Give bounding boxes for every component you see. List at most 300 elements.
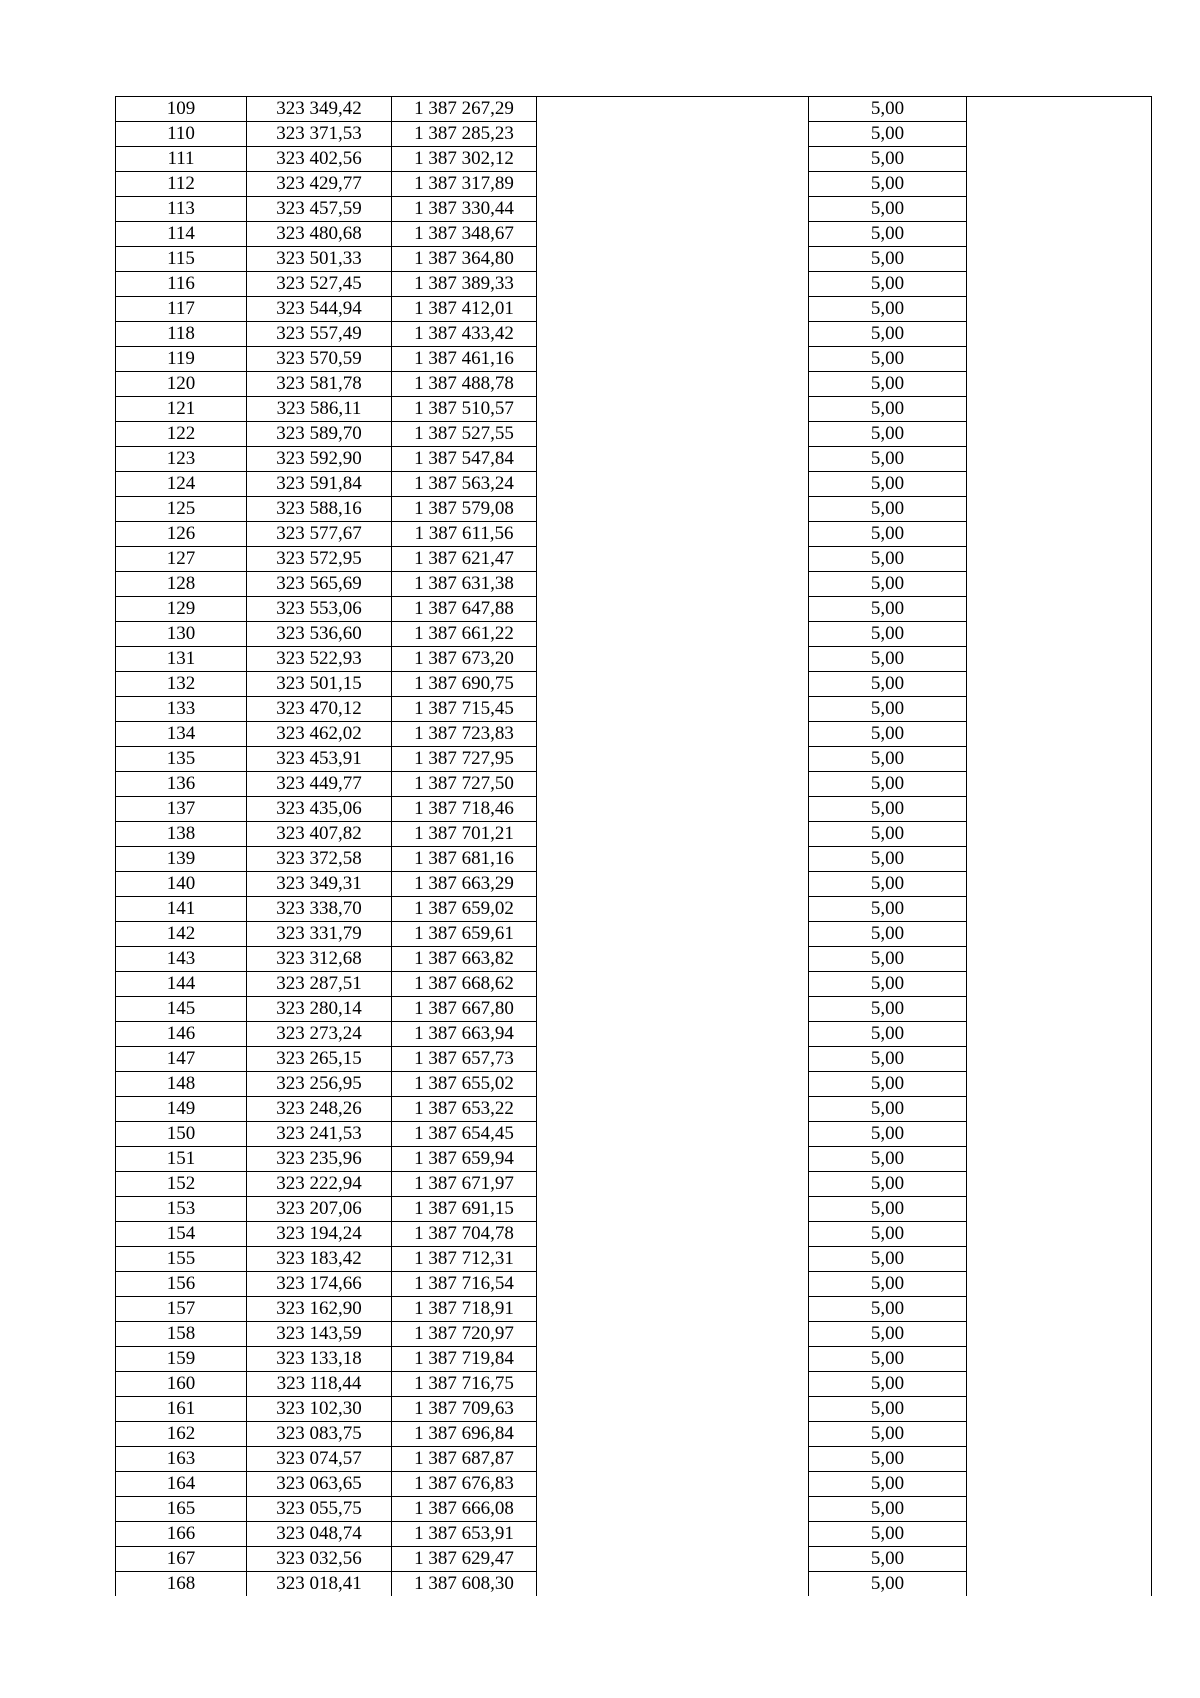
blank-cell (537, 422, 809, 447)
point-number-cell: 159 (116, 1347, 247, 1372)
blank-cell (967, 147, 1152, 172)
value-cell: 5,00 (809, 1497, 967, 1522)
table-row (116, 1072, 1152, 1097)
y-coordinate-cell: 1 387 690,75 (392, 672, 537, 697)
y-coordinate-cell: 1 387 653,22 (392, 1097, 537, 1122)
point-number-cell: 121 (116, 397, 247, 422)
blank-cell (967, 872, 1152, 897)
table-row (116, 147, 1152, 172)
blank-cell (967, 1247, 1152, 1272)
y-coordinate-cell: 1 387 691,15 (392, 1197, 537, 1222)
table-row (116, 1122, 1152, 1147)
table-row (116, 1272, 1152, 1297)
point-number-cell: 114 (116, 222, 247, 247)
blank-cell (537, 747, 809, 772)
blank-cell (967, 1572, 1152, 1597)
y-coordinate-cell: 1 387 715,45 (392, 697, 537, 722)
y-coordinate-cell: 1 387 727,95 (392, 747, 537, 772)
blank-cell (967, 572, 1152, 597)
x-coordinate-cell: 323 501,15 (247, 672, 392, 697)
table-row (116, 597, 1152, 622)
table-row (116, 197, 1152, 222)
value-cell: 5,00 (809, 572, 967, 597)
blank-cell (967, 1372, 1152, 1397)
point-number-cell: 150 (116, 1122, 247, 1147)
point-number-cell: 133 (116, 697, 247, 722)
blank-cell (537, 1222, 809, 1247)
value-cell: 5,00 (809, 1472, 967, 1497)
blank-cell (537, 922, 809, 947)
blank-cell (537, 872, 809, 897)
value-cell: 5,00 (809, 847, 967, 872)
blank-cell (967, 697, 1152, 722)
y-coordinate-cell: 1 387 696,84 (392, 1422, 537, 1447)
y-coordinate-cell: 1 387 527,55 (392, 422, 537, 447)
blank-cell (537, 347, 809, 372)
blank-cell (967, 222, 1152, 247)
table-row (116, 922, 1152, 947)
blank-cell (537, 447, 809, 472)
table-row (116, 772, 1152, 797)
point-number-cell: 165 (116, 1497, 247, 1522)
blank-cell (967, 247, 1152, 272)
x-coordinate-cell: 323 083,75 (247, 1422, 392, 1447)
value-cell: 5,00 (809, 197, 967, 222)
blank-cell (537, 1347, 809, 1372)
blank-cell (537, 1322, 809, 1347)
y-coordinate-cell: 1 387 661,22 (392, 622, 537, 647)
value-cell: 5,00 (809, 772, 967, 797)
blank-cell (967, 622, 1152, 647)
point-number-cell: 140 (116, 872, 247, 897)
blank-cell (537, 1147, 809, 1172)
y-coordinate-cell: 1 387 655,02 (392, 1072, 537, 1097)
blank-cell (537, 822, 809, 847)
table-row (116, 1247, 1152, 1272)
x-coordinate-cell: 323 133,18 (247, 1347, 392, 1372)
blank-cell (537, 1497, 809, 1522)
blank-cell (967, 1297, 1152, 1322)
blank-cell (967, 522, 1152, 547)
x-coordinate-cell: 323 457,59 (247, 197, 392, 222)
blank-cell (967, 1047, 1152, 1072)
blank-cell (967, 1022, 1152, 1047)
point-number-cell: 153 (116, 1197, 247, 1222)
point-number-cell: 125 (116, 497, 247, 522)
x-coordinate-cell: 323 222,94 (247, 1172, 392, 1197)
blank-cell (537, 797, 809, 822)
value-cell: 5,00 (809, 797, 967, 822)
blank-cell (967, 672, 1152, 697)
point-number-cell: 136 (116, 772, 247, 797)
x-coordinate-cell: 323 248,26 (247, 1097, 392, 1122)
x-coordinate-cell: 323 462,02 (247, 722, 392, 747)
table-row (116, 247, 1152, 272)
x-coordinate-cell: 323 372,58 (247, 847, 392, 872)
value-cell: 5,00 (809, 1397, 967, 1422)
value-cell: 5,00 (809, 1122, 967, 1147)
table-row (116, 422, 1152, 447)
y-coordinate-cell: 1 387 716,75 (392, 1372, 537, 1397)
y-coordinate-cell: 1 387 719,84 (392, 1347, 537, 1372)
blank-cell (537, 597, 809, 622)
x-coordinate-cell: 323 589,70 (247, 422, 392, 447)
table-row (116, 1097, 1152, 1122)
blank-cell (967, 1472, 1152, 1497)
blank-cell (537, 897, 809, 922)
value-cell: 5,00 (809, 422, 967, 447)
blank-cell (537, 1422, 809, 1447)
coordinates-table (115, 96, 1152, 1596)
y-coordinate-cell: 1 387 461,16 (392, 347, 537, 372)
x-coordinate-cell: 323 235,96 (247, 1147, 392, 1172)
table-row (116, 222, 1152, 247)
y-coordinate-cell: 1 387 720,97 (392, 1322, 537, 1347)
point-number-cell: 142 (116, 922, 247, 947)
table-row (116, 297, 1152, 322)
value-cell: 5,00 (809, 1197, 967, 1222)
blank-cell (537, 172, 809, 197)
value-cell: 5,00 (809, 1547, 967, 1572)
point-number-cell: 146 (116, 1022, 247, 1047)
point-number-cell: 118 (116, 322, 247, 347)
table-row (116, 1547, 1152, 1572)
x-coordinate-cell: 323 565,69 (247, 572, 392, 597)
blank-cell (537, 297, 809, 322)
table-row (116, 972, 1152, 997)
value-cell: 5,00 (809, 972, 967, 997)
x-coordinate-cell: 323 371,53 (247, 122, 392, 147)
table-row (116, 1347, 1152, 1372)
x-coordinate-cell: 323 435,06 (247, 797, 392, 822)
blank-cell (537, 1097, 809, 1122)
x-coordinate-cell: 323 331,79 (247, 922, 392, 947)
table-row (116, 847, 1152, 872)
y-coordinate-cell: 1 387 611,56 (392, 522, 537, 547)
point-number-cell: 144 (116, 972, 247, 997)
blank-cell (537, 622, 809, 647)
blank-cell (967, 547, 1152, 572)
y-coordinate-cell: 1 387 510,57 (392, 397, 537, 422)
value-cell: 5,00 (809, 872, 967, 897)
value-cell: 5,00 (809, 1097, 967, 1122)
point-number-cell: 117 (116, 297, 247, 322)
table-row (116, 747, 1152, 772)
x-coordinate-cell: 323 592,90 (247, 447, 392, 472)
point-number-cell: 120 (116, 372, 247, 397)
point-number-cell: 147 (116, 1047, 247, 1072)
y-coordinate-cell: 1 387 563,24 (392, 472, 537, 497)
blank-cell (537, 1472, 809, 1497)
table-row (116, 447, 1152, 472)
blank-cell (967, 722, 1152, 747)
value-cell: 5,00 (809, 1297, 967, 1322)
y-coordinate-cell: 1 387 654,45 (392, 1122, 537, 1147)
y-coordinate-cell: 1 387 663,82 (392, 947, 537, 972)
value-cell: 5,00 (809, 1347, 967, 1372)
x-coordinate-cell: 323 453,91 (247, 747, 392, 772)
x-coordinate-cell: 323 143,59 (247, 1322, 392, 1347)
value-cell: 5,00 (809, 747, 967, 772)
value-cell: 5,00 (809, 472, 967, 497)
blank-cell (967, 497, 1152, 522)
y-coordinate-cell: 1 387 647,88 (392, 597, 537, 622)
value-cell: 5,00 (809, 347, 967, 372)
value-cell: 5,00 (809, 447, 967, 472)
value-cell: 5,00 (809, 1322, 967, 1347)
blank-cell (967, 1072, 1152, 1097)
point-number-cell: 145 (116, 997, 247, 1022)
blank-cell (967, 97, 1152, 122)
table-row (116, 97, 1152, 122)
y-coordinate-cell: 1 387 267,29 (392, 97, 537, 122)
table-row (116, 572, 1152, 597)
x-coordinate-cell: 323 429,77 (247, 172, 392, 197)
point-number-cell: 122 (116, 422, 247, 447)
x-coordinate-cell: 323 265,15 (247, 1047, 392, 1072)
value-cell: 5,00 (809, 1047, 967, 1072)
point-number-cell: 152 (116, 1172, 247, 1197)
value-cell: 5,00 (809, 947, 967, 972)
table-row (116, 1572, 1152, 1597)
table-row (116, 372, 1152, 397)
x-coordinate-cell: 323 581,78 (247, 372, 392, 397)
y-coordinate-cell: 1 387 727,50 (392, 772, 537, 797)
blank-cell (967, 1422, 1152, 1447)
blank-cell (967, 1497, 1152, 1522)
value-cell: 5,00 (809, 1247, 967, 1272)
point-number-cell: 167 (116, 1547, 247, 1572)
point-number-cell: 116 (116, 272, 247, 297)
point-number-cell: 109 (116, 97, 247, 122)
y-coordinate-cell: 1 387 667,80 (392, 997, 537, 1022)
point-number-cell: 131 (116, 647, 247, 672)
y-coordinate-cell: 1 387 653,91 (392, 1522, 537, 1547)
x-coordinate-cell: 323 522,93 (247, 647, 392, 672)
blank-cell (967, 197, 1152, 222)
value-cell: 5,00 (809, 397, 967, 422)
blank-cell (967, 1097, 1152, 1122)
blank-cell (967, 297, 1152, 322)
x-coordinate-cell: 323 162,90 (247, 1297, 392, 1322)
value-cell: 5,00 (809, 697, 967, 722)
blank-cell (537, 522, 809, 547)
x-coordinate-cell: 323 055,75 (247, 1497, 392, 1522)
blank-cell (967, 847, 1152, 872)
blank-cell (967, 897, 1152, 922)
x-coordinate-cell: 323 280,14 (247, 997, 392, 1022)
blank-cell (537, 972, 809, 997)
x-coordinate-cell: 323 063,65 (247, 1472, 392, 1497)
point-number-cell: 161 (116, 1397, 247, 1422)
y-coordinate-cell: 1 387 348,67 (392, 222, 537, 247)
blank-cell (537, 547, 809, 572)
blank-cell (967, 1322, 1152, 1347)
x-coordinate-cell: 323 349,31 (247, 872, 392, 897)
y-coordinate-cell: 1 387 433,42 (392, 322, 537, 347)
y-coordinate-cell: 1 387 709,63 (392, 1397, 537, 1422)
y-coordinate-cell: 1 387 718,46 (392, 797, 537, 822)
point-number-cell: 129 (116, 597, 247, 622)
blank-cell (967, 172, 1152, 197)
blank-cell (537, 847, 809, 872)
x-coordinate-cell: 323 256,95 (247, 1072, 392, 1097)
x-coordinate-cell: 323 102,30 (247, 1397, 392, 1422)
blank-cell (537, 122, 809, 147)
y-coordinate-cell: 1 387 412,01 (392, 297, 537, 322)
blank-cell (537, 272, 809, 297)
y-coordinate-cell: 1 387 621,47 (392, 547, 537, 572)
point-number-cell: 156 (116, 1272, 247, 1297)
y-coordinate-cell: 1 387 659,61 (392, 922, 537, 947)
blank-cell (537, 222, 809, 247)
blank-cell (537, 1022, 809, 1047)
value-cell: 5,00 (809, 922, 967, 947)
y-coordinate-cell: 1 387 671,97 (392, 1172, 537, 1197)
table-row (116, 997, 1152, 1022)
table-row (116, 122, 1152, 147)
value-cell: 5,00 (809, 97, 967, 122)
value-cell: 5,00 (809, 1222, 967, 1247)
y-coordinate-cell: 1 387 488,78 (392, 372, 537, 397)
y-coordinate-cell: 1 387 701,21 (392, 822, 537, 847)
y-coordinate-cell: 1 387 285,23 (392, 122, 537, 147)
table-row (116, 672, 1152, 697)
x-coordinate-cell: 323 536,60 (247, 622, 392, 647)
value-cell: 5,00 (809, 622, 967, 647)
point-number-cell: 154 (116, 1222, 247, 1247)
blank-cell (967, 1147, 1152, 1172)
y-coordinate-cell: 1 387 629,47 (392, 1547, 537, 1572)
x-coordinate-cell: 323 349,42 (247, 97, 392, 122)
blank-cell (537, 1397, 809, 1422)
blank-cell (967, 1522, 1152, 1547)
y-coordinate-cell: 1 387 657,73 (392, 1047, 537, 1072)
blank-cell (537, 1247, 809, 1272)
blank-cell (967, 997, 1152, 1022)
table-row (116, 822, 1152, 847)
blank-cell (967, 347, 1152, 372)
point-number-cell: 132 (116, 672, 247, 697)
y-coordinate-cell: 1 387 330,44 (392, 197, 537, 222)
blank-cell (967, 322, 1152, 347)
point-number-cell: 127 (116, 547, 247, 572)
blank-cell (967, 597, 1152, 622)
blank-cell (537, 672, 809, 697)
blank-cell (537, 472, 809, 497)
value-cell: 5,00 (809, 897, 967, 922)
y-coordinate-cell: 1 387 681,16 (392, 847, 537, 872)
blank-cell (967, 1447, 1152, 1472)
value-cell: 5,00 (809, 647, 967, 672)
blank-cell (537, 572, 809, 597)
blank-cell (967, 822, 1152, 847)
point-number-cell: 110 (116, 122, 247, 147)
blank-cell (967, 1122, 1152, 1147)
x-coordinate-cell: 323 074,57 (247, 1447, 392, 1472)
table-row (116, 1372, 1152, 1397)
value-cell: 5,00 (809, 272, 967, 297)
value-cell: 5,00 (809, 1147, 967, 1172)
blank-cell (537, 1047, 809, 1072)
point-number-cell: 149 (116, 1097, 247, 1122)
y-coordinate-cell: 1 387 317,89 (392, 172, 537, 197)
table-row (116, 722, 1152, 747)
table-row (116, 1147, 1152, 1172)
x-coordinate-cell: 323 527,45 (247, 272, 392, 297)
point-number-cell: 135 (116, 747, 247, 772)
blank-cell (967, 947, 1152, 972)
x-coordinate-cell: 323 048,74 (247, 1522, 392, 1547)
y-coordinate-cell: 1 387 579,08 (392, 497, 537, 522)
value-cell: 5,00 (809, 672, 967, 697)
blank-cell (537, 1547, 809, 1572)
blank-cell (537, 1172, 809, 1197)
value-cell: 5,00 (809, 222, 967, 247)
value-cell: 5,00 (809, 1522, 967, 1547)
table-row (116, 947, 1152, 972)
blank-cell (967, 922, 1152, 947)
y-coordinate-cell: 1 387 302,12 (392, 147, 537, 172)
point-number-cell: 139 (116, 847, 247, 872)
value-cell: 5,00 (809, 1272, 967, 1297)
blank-cell (967, 1222, 1152, 1247)
blank-cell (967, 397, 1152, 422)
value-cell: 5,00 (809, 372, 967, 397)
value-cell: 5,00 (809, 1372, 967, 1397)
table-row (116, 872, 1152, 897)
blank-cell (537, 1522, 809, 1547)
blank-cell (967, 1172, 1152, 1197)
blank-cell (537, 697, 809, 722)
blank-cell (967, 1547, 1152, 1572)
table-row (116, 497, 1152, 522)
blank-cell (967, 372, 1152, 397)
blank-cell (967, 472, 1152, 497)
blank-cell (537, 1447, 809, 1472)
value-cell: 5,00 (809, 597, 967, 622)
y-coordinate-cell: 1 387 666,08 (392, 1497, 537, 1522)
point-number-cell: 130 (116, 622, 247, 647)
blank-cell (537, 647, 809, 672)
value-cell: 5,00 (809, 247, 967, 272)
blank-cell (537, 722, 809, 747)
x-coordinate-cell: 323 183,42 (247, 1247, 392, 1272)
table-row (116, 272, 1152, 297)
y-coordinate-cell: 1 387 663,94 (392, 1022, 537, 1047)
value-cell: 5,00 (809, 522, 967, 547)
y-coordinate-cell: 1 387 704,78 (392, 1222, 537, 1247)
table-row (116, 622, 1152, 647)
blank-cell (537, 1372, 809, 1397)
point-number-cell: 164 (116, 1472, 247, 1497)
y-coordinate-cell: 1 387 723,83 (392, 722, 537, 747)
y-coordinate-cell: 1 387 673,20 (392, 647, 537, 672)
table-row (116, 1022, 1152, 1047)
point-number-cell: 162 (116, 1422, 247, 1447)
value-cell: 5,00 (809, 322, 967, 347)
blank-cell (537, 497, 809, 522)
x-coordinate-cell: 323 338,70 (247, 897, 392, 922)
table-row (116, 1322, 1152, 1347)
table-row (116, 1297, 1152, 1322)
x-coordinate-cell: 323 570,59 (247, 347, 392, 372)
table-row (116, 1497, 1152, 1522)
blank-cell (537, 322, 809, 347)
value-cell: 5,00 (809, 547, 967, 572)
x-coordinate-cell: 323 572,95 (247, 547, 392, 572)
y-coordinate-cell: 1 387 608,30 (392, 1572, 537, 1597)
